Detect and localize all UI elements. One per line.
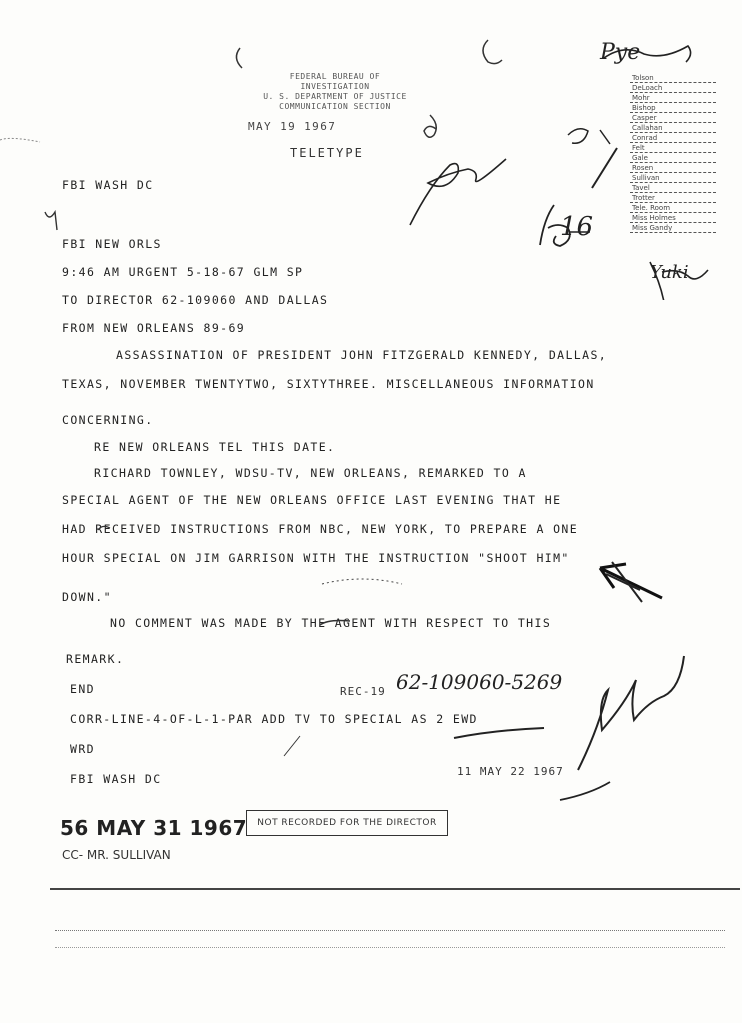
routing-item: Miss Holmes [632,214,676,222]
routing-item: Gale [632,154,648,162]
teletype-label: TELETYPE [290,146,364,160]
body-line: RE NEW ORLEANS TEL THIS DATE. [94,440,336,454]
body-line: FBI WASH DC [62,178,154,192]
body-line: FBI NEW ORLS [62,237,162,251]
body-line: RICHARD TOWNLEY, WDSU-TV, NEW ORLEANS, REMARKED TO A [94,466,527,480]
routing-item: Rosen [632,164,654,172]
body-line: SPECIAL AGENT OF THE NEW ORLEANS OFFICE LAST EVENING THAT HE [62,493,562,507]
routing-item: Felt [632,144,645,152]
body-line: WRD [70,742,95,756]
handwritten-initials: Pye [600,40,641,65]
routing-item: Tolson [632,74,654,82]
routing-item: Tele. Room [632,204,671,212]
body-line: ASSASSINATION OF PRESIDENT JOHN FITZGERALD KENNEDY, DALLAS, [116,348,608,362]
body-line: TEXAS, NOVEMBER TWENTYTWO, SIXTYTHREE. MISCELLANEOUS INFORMATION [62,377,595,391]
scan-noise [55,930,725,948]
stamp-line: U. S. DEPARTMENT OF JUSTICE [263,92,407,101]
routing-item: Callahan [632,124,663,132]
body-line: TO DIRECTOR 62-109060 AND DALLAS [62,293,329,307]
not-recorded-stamp: NOT RECORDED FOR THE DIRECTOR [246,810,448,836]
body-line: END [70,682,95,696]
body-line: CONCERNING. [62,413,154,427]
routing-item: Trotter [632,194,655,202]
routing-item: Mohr [632,94,650,102]
recorded-date-stamp: 56 MAY 31 1967 [60,816,248,840]
body-line: NO COMMENT WAS MADE BY THE AGENT WITH RESPECT TO THIS [110,616,552,630]
body-line: DOWN." [62,590,112,604]
stamp-line: FEDERAL BUREAU OF INVESTIGATION [289,72,381,91]
cc-line: CC- MR. SULLIVAN [62,848,171,862]
body-line: CORR-LINE-4-OF-L-1-PAR ADD TV TO SPECIAL AS 2 EWD [70,712,478,726]
routing-item: DeLoach [632,84,663,92]
handwritten-corner-note: Yuki [650,262,689,283]
date-stamp: MAY 19 1967 [248,120,337,133]
handwritten-number: 16 [560,212,594,242]
page-divider [50,888,740,890]
body-line: REMARK. [66,652,125,666]
rec-stamp: REC-19 [340,685,386,698]
body-line: HOUR SPECIAL ON JIM GARRISON WITH THE INSTRUCTION "SHOOT HIM" [62,551,570,565]
body-line: FBI WASH DC [70,772,162,786]
body-line: HAD RECEIVED INSTRUCTIONS FROM NBC, NEW YORK, TO PREPARE A ONE [62,522,579,536]
body-line: FROM NEW ORLEANS 89-69 [62,321,246,335]
routing-item: Casper [632,114,657,122]
may-stamp: 11 MAY 22 1967 [457,765,564,778]
routing-item: Conrad [632,134,658,142]
routing-item: Bishop [632,104,656,112]
body-line: 9:46 AM URGENT 5-18-67 GLM SP [62,265,304,279]
routing-item: Sullivan [632,174,660,182]
stamp-line: COMMUNICATION SECTION [279,102,391,111]
handwritten-marks-lower [0,500,742,830]
routing-item: Tavel [632,184,650,192]
routing-item: Miss Gandy [632,224,673,232]
routing-slip [622,52,722,248]
file-number: 62-109060-5269 [396,670,563,694]
